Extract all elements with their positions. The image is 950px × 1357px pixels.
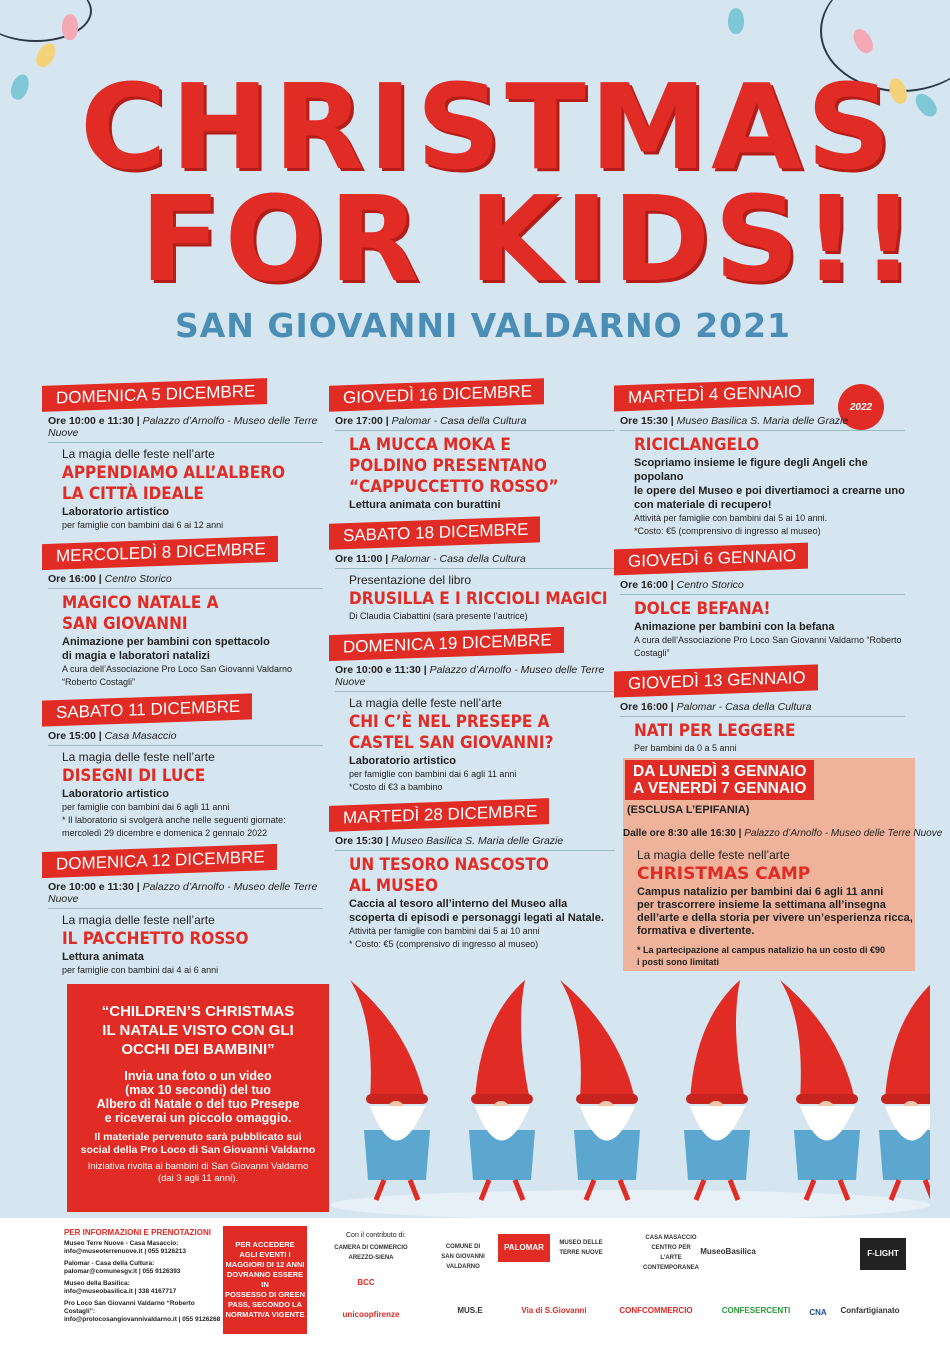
sponsor-logo: unicoopfirenze [342, 1310, 400, 1319]
event-date: SABATO 18 DICEMBRE [329, 516, 540, 549]
event-description: Animazione per bambini con spettacolo di magia e laboratori natalizi [62, 636, 270, 662]
gnome-hat [690, 980, 745, 1100]
gnome-hat [560, 980, 635, 1100]
event-time: Ore 17:00 | Palomar - Casa della Cultura [335, 415, 527, 427]
sponsor-logo: CONFESERCENTI [721, 1306, 791, 1315]
contact-item [64, 1280, 224, 1296]
event [335, 802, 615, 951]
contacts-list [64, 1240, 224, 1328]
sponsor-logo: MUSEO DELLE TERRE NUOVE [559, 1240, 603, 1256]
event-date: DOMENICA 19 DICEMBRE [329, 627, 564, 661]
camp-intro: La magia delle feste nell’arte [637, 848, 790, 862]
event-title: APPENDIAMO ALL’ALBERO LA CITTÀ IDEALE [62, 463, 285, 504]
gnome [469, 980, 535, 1200]
gnome-hat [885, 980, 930, 1100]
event-description: Laboratorio artistico [62, 788, 169, 800]
event [620, 546, 905, 660]
gnome-hat [475, 980, 530, 1100]
contest-box [67, 984, 329, 1212]
sponsor-logo: Confartigianato [840, 1306, 900, 1315]
gnome-leg [891, 1180, 899, 1200]
sponsor-logo: MuseoBasilica [700, 1247, 756, 1256]
event-time: Ore 16:00 | Centro Storico [620, 579, 744, 591]
bulb-icon [912, 90, 941, 120]
event-intro: La magia delle feste nell’arte [62, 913, 215, 927]
divider [620, 430, 905, 431]
event-time: Ore 16:00 | Centro Storico [48, 573, 172, 585]
footer [0, 1218, 950, 1357]
camp-box [623, 758, 943, 971]
contact-item [64, 1300, 224, 1324]
event-time: Ore 10:00 e 11:30 | Palazzo d’Arnolfo - Museo delle Terre Nuove [335, 664, 605, 688]
event [48, 848, 323, 977]
event-date: DOMENICA 5 DICEMBRE [42, 378, 267, 412]
gnome [684, 980, 750, 1200]
camp-note: * La partecipazione al campus natalizio ha un costo di €90 i posti sono limitati [637, 945, 886, 967]
contact-detail[interactable]: info@museobasilica.it | 338 4167717 [64, 1288, 177, 1295]
event-title: RICICLANGELO [634, 435, 760, 455]
event-title: CHI C’È NEL PRESEPE A CASTEL SAN GIOVANNI? [349, 712, 554, 753]
event-time: Ore 10:00 e 11:30 | Palazzo d’Arnolfo - Museo delle Terre Nuove [48, 415, 318, 439]
camp-title: CHRISTMAS CAMP [637, 864, 811, 884]
event [48, 697, 323, 840]
event-title: DRUSILLA E I RICCIOLI MAGICI [349, 589, 608, 609]
event-note: per famiglie con bambini dai 6 ai 12 anni [62, 520, 224, 530]
event-date: GIOVEDÌ 6 GENNAIO [614, 543, 808, 576]
event-description: Scopriamo insieme le figure degli Angeli che popolano le opere del Museo e poi divertiamoci a crearne uno con materiale di recupero! [634, 457, 905, 511]
events-column-1 [48, 382, 323, 985]
gnome-leg [925, 1180, 930, 1200]
event-note: A cura dell’Associazione Pro Loco San Giovanni Valdarno “Roberto Costagli” [634, 635, 902, 658]
event-time: Ore 15:00 | Casa Masaccio [48, 730, 177, 742]
event-description: Laboratorio artistico [349, 755, 456, 767]
contact-name: Palomar - Casa della Cultura: [64, 1260, 155, 1267]
divider [48, 745, 323, 746]
event-date: SABATO 11 DICEMBRE [42, 693, 252, 726]
sponsor-logo: BCC [357, 1278, 375, 1287]
divider [48, 442, 323, 443]
sponsor-logo: CAMERA DI COMMERCIO AREZZO-SIENA [334, 1245, 408, 1261]
event-date: MERCOLEDÌ 8 DICEMBRE [42, 536, 278, 570]
event-time: Ore 10:00 e 11:30 | Palazzo d’Arnolfo - Museo delle Terre Nuove [48, 881, 318, 905]
event-date: GIOVEDÌ 13 GENNAIO [614, 664, 818, 697]
contact-name: Pro Loco San Giovanni Valdarno “Roberto Costagli”: [64, 1300, 195, 1315]
event-description: Animazione per bambini con la befana [634, 621, 835, 633]
event-time: Ore 11:00 | Palomar - Casa della Cultura [335, 553, 526, 565]
gnome-hat [780, 980, 855, 1100]
contrib-label: Con il contributo di: [346, 1232, 406, 1239]
info-title: PER INFORMAZIONI E PRENOTAZIONI [64, 1228, 211, 1237]
event-time: Ore 15:30 | Museo Basilica S. Maria delle Grazie [335, 835, 564, 847]
event-description: Caccia al tesoro all’interno del Museo alla scoperta di episodi e personaggi legati al Natale. [349, 898, 604, 924]
event-title: NATI PER LEGGERE [634, 721, 796, 741]
event [48, 540, 323, 689]
sponsor-logo: PALOMAR [498, 1234, 550, 1262]
event-note: Attività per famiglie con bambini dai 5 ai 10 anni * Costo: €5 (comprensivo di ingresso al museo) [349, 926, 540, 949]
event-date: GIOVEDÌ 16 DICEMBRE [329, 378, 544, 412]
event-intro: Presentazione del libro [349, 573, 472, 587]
event-note: A cura dell’Associazione Pro Loco San Giovanni Valdarno “Roberto Costagli” [62, 664, 292, 687]
event-note: Per bambini da 0 a 5 anni [634, 743, 737, 753]
event-title: DOLCE BEFANA! [634, 599, 771, 619]
gnome-brim [881, 1094, 930, 1104]
divider [48, 908, 323, 909]
event-title: UN TESORO NASCOSTO AL MUSEO [349, 855, 549, 896]
event-title: IL PACCHETTO ROSSO [62, 929, 249, 949]
event-date: MARTEDÌ 28 DICEMBRE [329, 798, 549, 832]
divider [335, 850, 615, 851]
year-badge: 2022 [838, 384, 884, 430]
title-line1: CHRISTMAS [80, 58, 896, 196]
gnome [350, 980, 430, 1200]
subtitle: SAN GIOVANNI VALDARNO 2021 [175, 306, 792, 345]
contest-body: Invia una foto o un video (max 10 secondi) del tuo Albero di Natale o del tuo Presepe e riceverai un piccolo omaggio. [96, 1069, 300, 1125]
camp-exclusion: (ESCLUSA L’EPIFANIA) [627, 804, 750, 816]
bulb-icon [62, 14, 78, 40]
event [335, 631, 615, 794]
contest-note: Il materiale pervenuto sarà pubblicato sui social della Pro Loco di San Giovanni Valdarno [80, 1131, 316, 1156]
event-date: MARTEDÌ 4 GENNAIO [614, 379, 814, 412]
event-intro: La magia delle feste nell’arte [62, 447, 215, 461]
gnomes-illustration [330, 960, 930, 1218]
contact-detail[interactable]: info@museoterrenuove.it | 055 9126213 [64, 1248, 186, 1255]
events-column-2 [335, 382, 615, 959]
event-intro: La magia delle feste nell’arte [62, 750, 215, 764]
divider [335, 691, 615, 692]
event-note: per famiglie con bambini dai 6 agli 11 anni *Costo di €3 a bambino [349, 769, 517, 792]
event-date: DOMENICA 12 DICEMBRE [42, 844, 277, 878]
contact-detail[interactable]: palomar@comunesgv.it | 055 9126393 [64, 1268, 181, 1275]
event [335, 382, 615, 512]
camp-time: Dalle ore 8:30 alle 16:30 | Palazzo d’Arnolfo - Museo delle Terre Nuove [623, 828, 943, 839]
gnome [560, 980, 640, 1200]
event-intro: La magia delle feste nell’arte [349, 696, 502, 710]
divider [620, 716, 905, 717]
event-time: Ore 16:00 | Palomar - Casa della Cultura [620, 701, 812, 713]
event-note: Attività per famiglie con bambini dai 5 ai 10 anni. *Costo: €5 (comprensivo di ingresso al museo) [634, 513, 828, 536]
event-title: MAGICO NATALE A SAN GIOVANNI [62, 593, 219, 634]
event-description: Lettura animata [62, 951, 144, 963]
event-note: per famiglie con bambini dai 4 ai 6 anni [62, 965, 219, 975]
event [620, 382, 905, 538]
event [48, 382, 323, 532]
contest-target: Iniziativa rivolta ai bambini di San Giovanni Valdarno (dai 3 agli 11 anni). [87, 1161, 309, 1184]
sponsor-logo: F-LIGHT [860, 1238, 906, 1270]
contact-item [64, 1240, 224, 1256]
contact-item [64, 1260, 224, 1276]
title-line2: FOR KIDS!! [140, 170, 919, 308]
bulb-icon [33, 40, 60, 71]
event [620, 668, 905, 755]
contact-name: Museo Terre Nuove - Casa Masaccio: [64, 1240, 179, 1247]
sponsor-logo: COMUNE DI SAN GIOVANNI VALDARNO [441, 1244, 485, 1270]
contact-detail[interactable]: info@prolocosangiovannivaldarno.it | 055 9126268 [64, 1316, 221, 1323]
event-note: per famiglie con bambini dai 6 agli 11 anni * Il laboratorio si svolgerà anche nelle seguenti giornate: mercoledì 29 dicembre e domenica 2 gennaio 2022 [62, 802, 286, 838]
contact-name: Museo della Basilica: [64, 1280, 130, 1287]
divider [48, 588, 323, 589]
divider [335, 568, 615, 569]
camp-date: DA LUNEDÌ 3 GENNAIO A VENERDÌ 7 GENNAIO [625, 760, 814, 800]
lights-wire [0, 0, 92, 42]
divider [335, 430, 615, 431]
green-pass-notice: PER ACCEDERE AGLI EVENTI I MAGGIORI DI 12 ANNI DOVRANNO ESSERE IN POSSESSO DI GREEN PASS, SECONDO LA NORMATIVA VIGENTE [223, 1226, 307, 1334]
sponsor-logo: CONFCOMMERCIO [619, 1306, 693, 1315]
contest-title: “CHILDREN’S CHRISTMAS IL NATALE VISTO CON GLI OCCHI DEI BAMBINI” [101, 1003, 295, 1058]
event-time: Ore 15:30 | Museo Basilica S. Maria delle Grazie [620, 415, 849, 427]
event-title: LA MUCCA MOKA E POLDINO PRESENTANO “CAPPUCCETTO ROSSO” [349, 435, 559, 497]
event-description: Lettura animata con burattini [349, 499, 501, 511]
gnome [879, 980, 930, 1200]
sponsor-logo: CASA MASACCIO CENTRO PER L’ARTE CONTEMPORANEA [642, 1235, 699, 1271]
events-column-3 [620, 382, 905, 763]
divider [620, 594, 905, 595]
sponsor-logo: Via di S.Giovanni [521, 1306, 587, 1315]
gnome [780, 980, 860, 1200]
event-description: Laboratorio artistico [62, 506, 169, 518]
bulb-icon [8, 72, 32, 102]
sponsor-logo: CNA [809, 1308, 827, 1317]
event-title: DISEGNI DI LUCE [62, 766, 206, 786]
event [335, 520, 615, 623]
gnome-hat [350, 980, 425, 1100]
bulb-icon [728, 8, 744, 34]
camp-description: Campus natalizio per bambini dai 6 agli 11 anni per trascorrere insieme la settimana all’insegna dell’arte e della storia per vivere un’esperienza ricca, formativa e divertente. [637, 886, 913, 937]
sponsor-logo: MUS.E [457, 1306, 483, 1315]
event-note: Di Claudia Ciabattini (sarà presente l’autrice) [349, 611, 528, 621]
